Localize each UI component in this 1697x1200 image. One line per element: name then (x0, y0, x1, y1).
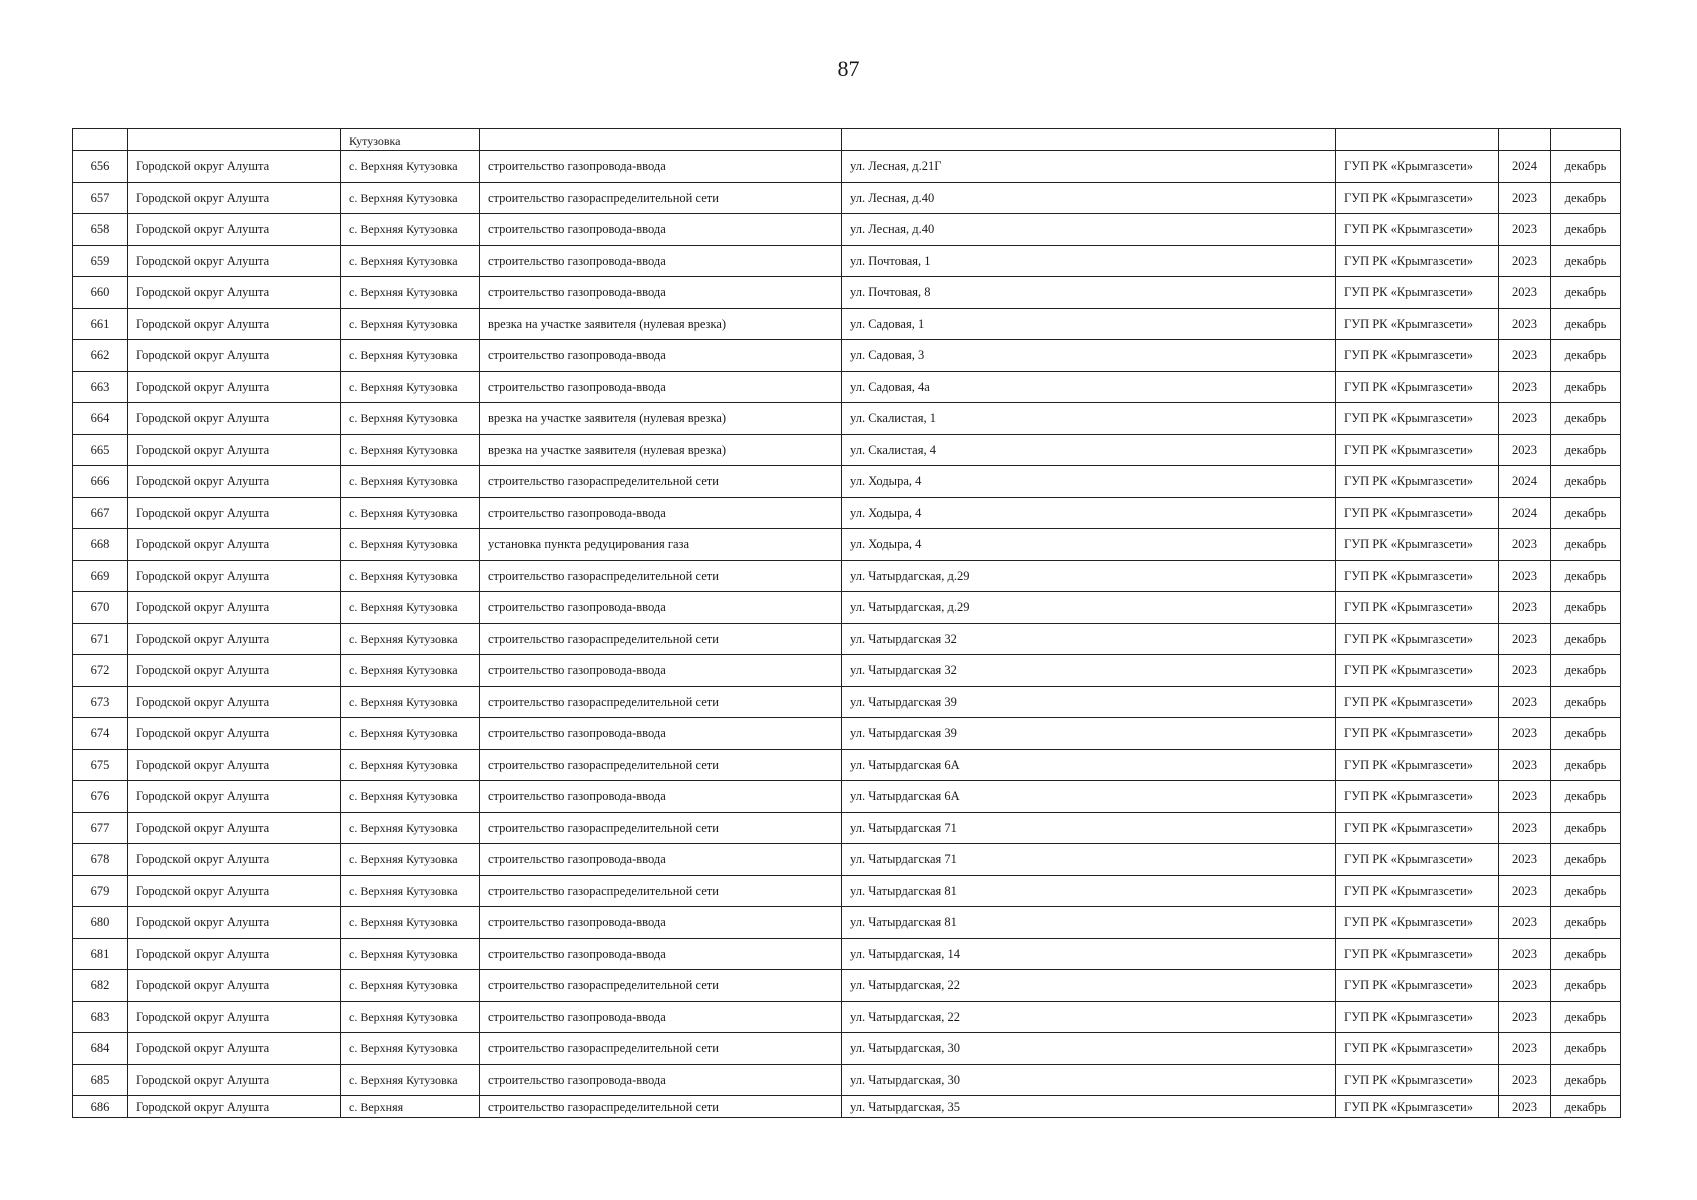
operator-cell: ГУП РК «Крымгазсети» (1336, 623, 1499, 655)
work-type-cell: врезка на участке заявителя (нулевая врезка) (480, 403, 842, 435)
table-row (73, 403, 1621, 435)
year-cell: 2023 (1499, 686, 1551, 718)
work-type-cell: строительство газопровода-ввода (480, 277, 842, 309)
table-row (73, 592, 1621, 624)
month-cell: декабрь (1551, 434, 1621, 466)
month-cell: декабрь (1551, 844, 1621, 876)
year-cell: 2023 (1499, 277, 1551, 309)
district-cell: Городской округ Алушта (128, 466, 341, 498)
table-row (73, 718, 1621, 750)
operator-cell: ГУП РК «Крымгазсети» (1336, 308, 1499, 340)
district-cell: Городской округ Алушта (128, 686, 341, 718)
work-type-cell: строительство газораспределительной сети (480, 812, 842, 844)
address-cell: ул. Чатырдагская, 35 (842, 1096, 1336, 1118)
locality-cell: с. Верхняя Кутузовка (341, 560, 480, 592)
row-number: 685 (73, 1064, 128, 1096)
work-type-cell: строительство газораспределительной сети (480, 560, 842, 592)
district-cell: Городской округ Алушта (128, 151, 341, 183)
operator-cell (1336, 129, 1499, 151)
locality-cell: с. Верхняя Кутузовка (341, 308, 480, 340)
operator-cell: ГУП РК «Крымгазсети» (1336, 245, 1499, 277)
table-row (73, 1064, 1621, 1096)
row-number: 660 (73, 277, 128, 309)
month-cell: декабрь (1551, 371, 1621, 403)
year-cell: 2023 (1499, 340, 1551, 372)
table-row (73, 308, 1621, 340)
work-type-cell: строительство газораспределительной сети (480, 466, 842, 498)
table-body (73, 129, 1621, 1118)
operator-cell: ГУП РК «Крымгазсети» (1336, 907, 1499, 939)
month-cell: декабрь (1551, 686, 1621, 718)
district-cell: Городской округ Алушта (128, 907, 341, 939)
table-row (73, 340, 1621, 372)
operator-cell: ГУП РК «Крымгазсети» (1336, 434, 1499, 466)
locality-cell: с. Верхняя Кутузовка (341, 844, 480, 876)
table-row (73, 749, 1621, 781)
locality-cell: с. Верхняя Кутузовка (341, 781, 480, 813)
work-type-cell: строительство газораспределительной сети (480, 749, 842, 781)
work-type-cell: строительство газопровода-ввода (480, 1001, 842, 1033)
work-type-cell: строительство газораспределительной сети (480, 182, 842, 214)
locality-cell: с. Верхняя Кутузовка (341, 151, 480, 183)
address-cell: ул. Ходыра, 4 (842, 497, 1336, 529)
operator-cell: ГУП РК «Крымгазсети» (1336, 1064, 1499, 1096)
year-cell: 2023 (1499, 781, 1551, 813)
locality-cell: с. Верхняя Кутузовка (341, 371, 480, 403)
year-cell: 2023 (1499, 592, 1551, 624)
month-cell: декабрь (1551, 1001, 1621, 1033)
table-row (73, 214, 1621, 246)
month-cell: декабрь (1551, 308, 1621, 340)
year-cell: 2023 (1499, 182, 1551, 214)
address-cell (842, 129, 1336, 151)
address-cell: ул. Чатырдагская, 14 (842, 938, 1336, 970)
year-cell: 2023 (1499, 1033, 1551, 1065)
month-cell: декабрь (1551, 560, 1621, 592)
table-row (73, 529, 1621, 561)
work-type-cell: строительство газораспределительной сети (480, 1033, 842, 1065)
locality-cell: с. Верхняя Кутузовка (341, 182, 480, 214)
year-cell (1499, 129, 1551, 151)
locality-cell: с. Верхняя Кутузовка (341, 340, 480, 372)
district-cell: Городской округ Алушта (128, 781, 341, 813)
address-cell: ул. Чатырдагская 71 (842, 844, 1336, 876)
year-cell: 2023 (1499, 214, 1551, 246)
table-row (73, 938, 1621, 970)
row-number: 676 (73, 781, 128, 813)
district-cell: Городской округ Алушта (128, 875, 341, 907)
district-cell: Городской округ Алушта (128, 749, 341, 781)
month-cell: декабрь (1551, 1096, 1621, 1118)
district-cell: Городской округ Алушта (128, 182, 341, 214)
address-cell: ул. Чатырдагская, 30 (842, 1033, 1336, 1065)
address-cell: ул. Чатырдагская 32 (842, 623, 1336, 655)
district-cell: Городской округ Алушта (128, 371, 341, 403)
row-number: 662 (73, 340, 128, 372)
work-type-cell: врезка на участке заявителя (нулевая врезка) (480, 434, 842, 466)
row-number: 674 (73, 718, 128, 750)
locality-cell: с. Верхняя Кутузовка (341, 245, 480, 277)
table-row (73, 1033, 1621, 1065)
address-cell: ул. Лесная, д.21Г (842, 151, 1336, 183)
operator-cell: ГУП РК «Крымгазсети» (1336, 1001, 1499, 1033)
year-cell: 2023 (1499, 529, 1551, 561)
operator-cell: ГУП РК «Крымгазсети» (1336, 749, 1499, 781)
month-cell (1551, 129, 1621, 151)
table-row (73, 560, 1621, 592)
month-cell: декабрь (1551, 749, 1621, 781)
address-cell: ул. Чатырдагская, д.29 (842, 560, 1336, 592)
work-type-cell: строительство газопровода-ввода (480, 1064, 842, 1096)
locality-cell: с. Верхняя Кутузовка (341, 749, 480, 781)
work-type-cell: строительство газораспределительной сети (480, 875, 842, 907)
row-number: 657 (73, 182, 128, 214)
operator-cell: ГУП РК «Крымгазсети» (1336, 371, 1499, 403)
locality-cell: с. Верхняя Кутузовка (341, 875, 480, 907)
month-cell: декабрь (1551, 875, 1621, 907)
locality-cell: с. Верхняя Кутузовка (341, 1033, 480, 1065)
month-cell: декабрь (1551, 592, 1621, 624)
district-cell: Городской округ Алушта (128, 403, 341, 435)
operator-cell: ГУП РК «Крымгазсети» (1336, 214, 1499, 246)
year-cell: 2023 (1499, 844, 1551, 876)
address-cell: ул. Скалистая, 4 (842, 434, 1336, 466)
table-row (73, 1096, 1621, 1118)
district-cell: Городской округ Алушта (128, 434, 341, 466)
locality-cell: с. Верхняя Кутузовка (341, 1064, 480, 1096)
row-number: 666 (73, 466, 128, 498)
operator-cell: ГУП РК «Крымгазсети» (1336, 938, 1499, 970)
row-number: 678 (73, 844, 128, 876)
operator-cell: ГУП РК «Крымгазсети» (1336, 497, 1499, 529)
month-cell: декабрь (1551, 655, 1621, 687)
work-type-cell: строительство газораспределительной сети (480, 1096, 842, 1118)
operator-cell: ГУП РК «Крымгазсети» (1336, 812, 1499, 844)
operator-cell: ГУП РК «Крымгазсети» (1336, 560, 1499, 592)
table-row (73, 434, 1621, 466)
work-type-cell: строительство газопровода-ввода (480, 371, 842, 403)
work-type-cell: строительство газопровода-ввода (480, 781, 842, 813)
work-type-cell (480, 129, 842, 151)
work-type-cell: строительство газопровода-ввода (480, 497, 842, 529)
row-number: 663 (73, 371, 128, 403)
district-cell: Городской округ Алушта (128, 308, 341, 340)
month-cell: декабрь (1551, 781, 1621, 813)
row-number: 686 (73, 1096, 128, 1118)
address-cell: ул. Садовая, 1 (842, 308, 1336, 340)
row-number (73, 129, 128, 151)
locality-cell: с. Верхняя Кутузовка (341, 1001, 480, 1033)
address-cell: ул. Чатырдагская 71 (842, 812, 1336, 844)
table-row (73, 245, 1621, 277)
locality-cell: с. Верхняя Кутузовка (341, 434, 480, 466)
table-row (73, 466, 1621, 498)
locality-cell: с. Верхняя Кутузовка (341, 623, 480, 655)
month-cell: декабрь (1551, 1064, 1621, 1096)
work-type-cell: строительство газопровода-ввода (480, 938, 842, 970)
month-cell: декабрь (1551, 718, 1621, 750)
row-number: 668 (73, 529, 128, 561)
district-cell: Городской округ Алушта (128, 844, 341, 876)
year-cell: 2023 (1499, 403, 1551, 435)
work-type-cell: строительство газопровода-ввода (480, 245, 842, 277)
address-cell: ул. Чатырдагская, д.29 (842, 592, 1336, 624)
district-cell: Городской округ Алушта (128, 718, 341, 750)
operator-cell: ГУП РК «Крымгазсети» (1336, 1096, 1499, 1118)
month-cell: декабрь (1551, 529, 1621, 561)
row-number: 665 (73, 434, 128, 466)
table-row (73, 497, 1621, 529)
address-cell: ул. Чатырдагская 81 (842, 875, 1336, 907)
row-number: 656 (73, 151, 128, 183)
address-cell: ул. Лесная, д.40 (842, 214, 1336, 246)
operator-cell: ГУП РК «Крымгазсети» (1336, 151, 1499, 183)
row-number: 675 (73, 749, 128, 781)
locality-cell: с. Верхняя Кутузовка (341, 277, 480, 309)
row-number: 677 (73, 812, 128, 844)
year-cell: 2024 (1499, 151, 1551, 183)
locality-cell: с. Верхняя Кутузовка (341, 718, 480, 750)
operator-cell: ГУП РК «Крымгазсети» (1336, 875, 1499, 907)
month-cell: декабрь (1551, 812, 1621, 844)
operator-cell: ГУП РК «Крымгазсети» (1336, 466, 1499, 498)
month-cell: декабрь (1551, 340, 1621, 372)
work-type-cell: строительство газопровода-ввода (480, 907, 842, 939)
month-cell: декабрь (1551, 277, 1621, 309)
month-cell: декабрь (1551, 151, 1621, 183)
work-type-cell: строительство газопровода-ввода (480, 151, 842, 183)
table-row (73, 151, 1621, 183)
table-row (73, 686, 1621, 718)
district-cell: Городской округ Алушта (128, 655, 341, 687)
operator-cell: ГУП РК «Крымгазсети» (1336, 686, 1499, 718)
year-cell: 2023 (1499, 1064, 1551, 1096)
operator-cell: ГУП РК «Крымгазсети» (1336, 340, 1499, 372)
year-cell: 2023 (1499, 308, 1551, 340)
locality-cell: с. Верхняя (341, 1096, 480, 1118)
year-cell: 2023 (1499, 875, 1551, 907)
month-cell: декабрь (1551, 214, 1621, 246)
table-row (73, 907, 1621, 939)
work-type-cell: строительство газораспределительной сети (480, 686, 842, 718)
work-type-cell: строительство газораспределительной сети (480, 623, 842, 655)
address-cell: ул. Чатырдагская 81 (842, 907, 1336, 939)
month-cell: декабрь (1551, 245, 1621, 277)
district-cell: Городской округ Алушта (128, 938, 341, 970)
month-cell: декабрь (1551, 403, 1621, 435)
address-cell: ул. Чатырдагская 39 (842, 686, 1336, 718)
locality-cell: Кутузовка (341, 129, 480, 151)
row-number: 682 (73, 970, 128, 1002)
table-row (73, 970, 1621, 1002)
table-row (73, 844, 1621, 876)
month-cell: декабрь (1551, 182, 1621, 214)
address-cell: ул. Чатырдагская, 22 (842, 970, 1336, 1002)
locality-cell: с. Верхняя Кутузовка (341, 466, 480, 498)
district-cell: Городской округ Алушта (128, 277, 341, 309)
row-number: 683 (73, 1001, 128, 1033)
operator-cell: ГУП РК «Крымгазсети» (1336, 529, 1499, 561)
month-cell: декабрь (1551, 970, 1621, 1002)
locality-cell: с. Верхняя Кутузовка (341, 655, 480, 687)
table-row (73, 655, 1621, 687)
address-cell: ул. Скалистая, 1 (842, 403, 1336, 435)
district-cell: Городской округ Алушта (128, 812, 341, 844)
table-row (73, 182, 1621, 214)
table-row (73, 129, 1621, 151)
district-cell (128, 129, 341, 151)
month-cell: декабрь (1551, 497, 1621, 529)
table-row (73, 875, 1621, 907)
year-cell: 2023 (1499, 1001, 1551, 1033)
locality-cell: с. Верхняя Кутузовка (341, 403, 480, 435)
month-cell: декабрь (1551, 938, 1621, 970)
address-cell: ул. Чатырдагская 39 (842, 718, 1336, 750)
address-cell: ул. Почтовая, 8 (842, 277, 1336, 309)
operator-cell: ГУП РК «Крымгазсети» (1336, 718, 1499, 750)
row-number: 684 (73, 1033, 128, 1065)
year-cell: 2023 (1499, 434, 1551, 466)
year-cell: 2023 (1499, 938, 1551, 970)
district-cell: Городской округ Алушта (128, 623, 341, 655)
address-cell: ул. Чатырдагская 6А (842, 749, 1336, 781)
address-cell: ул. Ходыра, 4 (842, 529, 1336, 561)
district-cell: Городской округ Алушта (128, 592, 341, 624)
month-cell: декабрь (1551, 907, 1621, 939)
work-type-cell: строительство газопровода-ввода (480, 718, 842, 750)
gasification-table (72, 128, 1621, 1118)
district-cell: Городской округ Алушта (128, 1064, 341, 1096)
operator-cell: ГУП РК «Крымгазсети» (1336, 277, 1499, 309)
operator-cell: ГУП РК «Крымгазсети» (1336, 970, 1499, 1002)
locality-cell: с. Верхняя Кутузовка (341, 592, 480, 624)
row-number: 673 (73, 686, 128, 718)
year-cell: 2023 (1499, 749, 1551, 781)
locality-cell: с. Верхняя Кутузовка (341, 812, 480, 844)
row-number: 669 (73, 560, 128, 592)
address-cell: ул. Чатырдагская 32 (842, 655, 1336, 687)
operator-cell: ГУП РК «Крымгазсети» (1336, 403, 1499, 435)
month-cell: декабрь (1551, 466, 1621, 498)
work-type-cell: строительство газопровода-ввода (480, 592, 842, 624)
address-cell: ул. Чатырдагская 6А (842, 781, 1336, 813)
district-cell: Городской округ Алушта (128, 497, 341, 529)
work-type-cell: установка пункта редуцирования газа (480, 529, 842, 561)
district-cell: Городской округ Алушта (128, 970, 341, 1002)
district-cell: Городской округ Алушта (128, 340, 341, 372)
locality-cell: с. Верхняя Кутузовка (341, 938, 480, 970)
district-cell: Городской округ Алушта (128, 560, 341, 592)
address-cell: ул. Лесная, д.40 (842, 182, 1336, 214)
operator-cell: ГУП РК «Крымгазсети» (1336, 592, 1499, 624)
year-cell: 2023 (1499, 560, 1551, 592)
table-row (73, 812, 1621, 844)
year-cell: 2023 (1499, 812, 1551, 844)
locality-cell: с. Верхняя Кутузовка (341, 907, 480, 939)
district-cell: Городской округ Алушта (128, 529, 341, 561)
table-row (73, 623, 1621, 655)
district-cell: Городской округ Алушта (128, 214, 341, 246)
operator-cell: ГУП РК «Крымгазсети» (1336, 182, 1499, 214)
locality-cell: с. Верхняя Кутузовка (341, 529, 480, 561)
operator-cell: ГУП РК «Крымгазсети» (1336, 655, 1499, 687)
year-cell: 2023 (1499, 718, 1551, 750)
address-cell: ул. Ходыра, 4 (842, 466, 1336, 498)
locality-cell: с. Верхняя Кутузовка (341, 686, 480, 718)
district-cell: Городской округ Алушта (128, 1096, 341, 1118)
work-type-cell: строительство газораспределительной сети (480, 970, 842, 1002)
row-number: 672 (73, 655, 128, 687)
row-number: 658 (73, 214, 128, 246)
district-cell: Городской округ Алушта (128, 245, 341, 277)
table-row (73, 1001, 1621, 1033)
year-cell: 2023 (1499, 655, 1551, 687)
district-cell: Городской округ Алушта (128, 1001, 341, 1033)
year-cell: 2024 (1499, 466, 1551, 498)
table-row (73, 277, 1621, 309)
operator-cell: ГУП РК «Крымгазсети» (1336, 1033, 1499, 1065)
table-row (73, 371, 1621, 403)
row-number: 664 (73, 403, 128, 435)
address-cell: ул. Чатырдагская, 30 (842, 1064, 1336, 1096)
year-cell: 2024 (1499, 497, 1551, 529)
month-cell: декабрь (1551, 1033, 1621, 1065)
address-cell: ул. Садовая, 3 (842, 340, 1336, 372)
row-number: 667 (73, 497, 128, 529)
address-cell: ул. Почтовая, 1 (842, 245, 1336, 277)
locality-cell: с. Верхняя Кутузовка (341, 497, 480, 529)
work-type-cell: строительство газопровода-ввода (480, 844, 842, 876)
row-number: 681 (73, 938, 128, 970)
work-type-cell: врезка на участке заявителя (нулевая врезка) (480, 308, 842, 340)
operator-cell: ГУП РК «Крымгазсети» (1336, 781, 1499, 813)
row-number: 661 (73, 308, 128, 340)
row-number: 679 (73, 875, 128, 907)
row-number: 670 (73, 592, 128, 624)
page-number: 87 (837, 56, 860, 81)
operator-cell: ГУП РК «Крымгазсети» (1336, 844, 1499, 876)
row-number: 680 (73, 907, 128, 939)
locality-cell: с. Верхняя Кутузовка (341, 214, 480, 246)
month-cell: декабрь (1551, 623, 1621, 655)
locality-cell: с. Верхняя Кутузовка (341, 970, 480, 1002)
address-cell: ул. Чатырдагская, 22 (842, 1001, 1336, 1033)
year-cell: 2023 (1499, 1096, 1551, 1118)
work-type-cell: строительство газопровода-ввода (480, 214, 842, 246)
year-cell: 2023 (1499, 970, 1551, 1002)
year-cell: 2023 (1499, 371, 1551, 403)
row-number: 659 (73, 245, 128, 277)
work-type-cell: строительство газопровода-ввода (480, 340, 842, 372)
row-number: 671 (73, 623, 128, 655)
district-cell: Городской округ Алушта (128, 1033, 341, 1065)
year-cell: 2023 (1499, 623, 1551, 655)
work-type-cell: строительство газопровода-ввода (480, 655, 842, 687)
year-cell: 2023 (1499, 245, 1551, 277)
table-row (73, 781, 1621, 813)
address-cell: ул. Садовая, 4а (842, 371, 1336, 403)
year-cell: 2023 (1499, 907, 1551, 939)
